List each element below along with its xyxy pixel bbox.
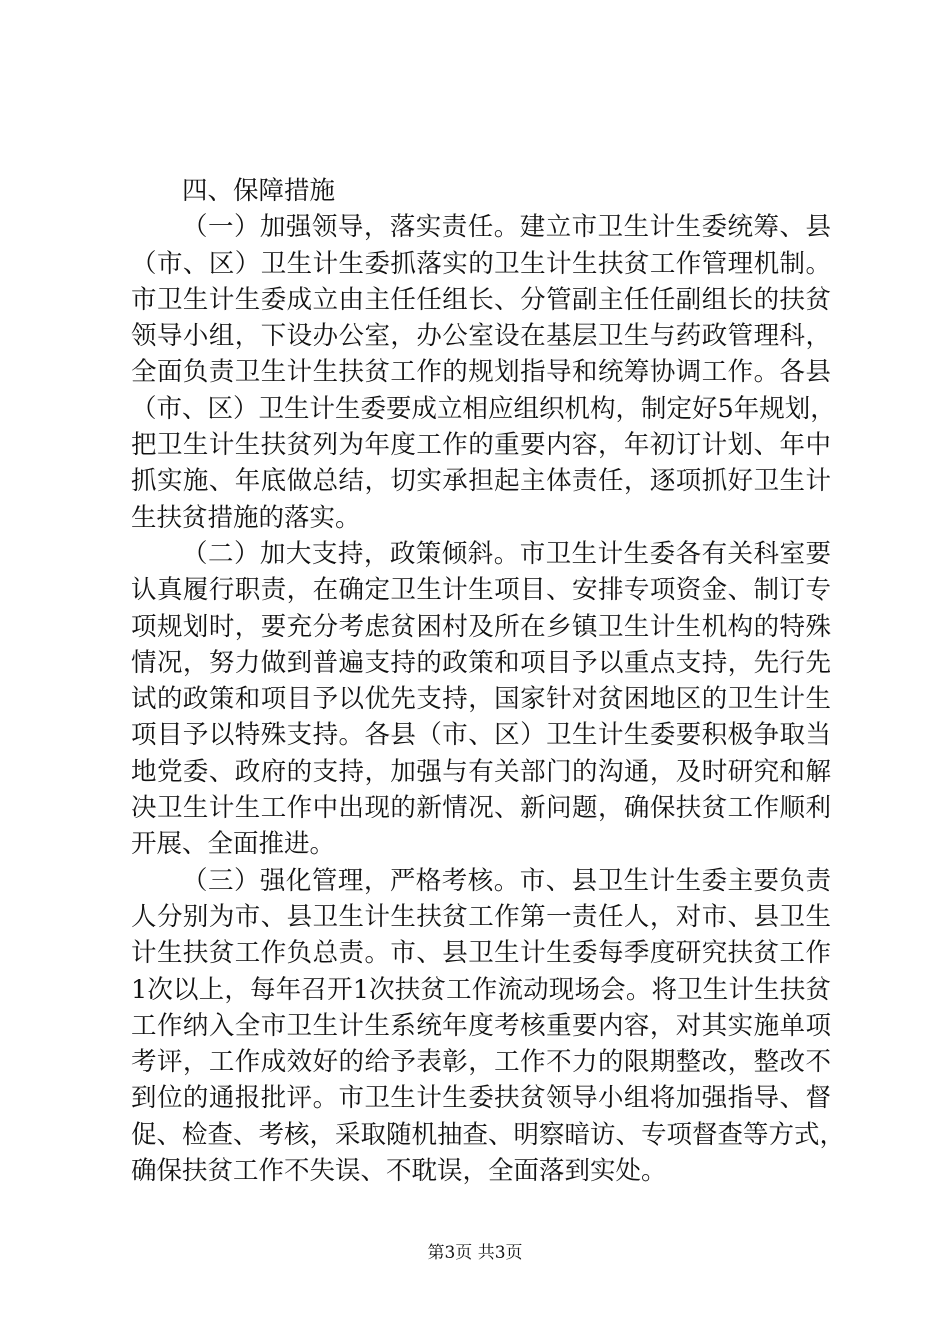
page-footer: 第3页 共3页: [427, 1243, 523, 1263]
text-line: 1次以上，每年召开1次扶贫工作流动现场会。将卫生计生扶贫: [131, 974, 831, 1005]
text-line: 全面负责卫生计生扶贫工作的规划指导和统筹协调工作。各县: [131, 357, 831, 388]
text-line: 到位的通报批评。市卫生计生委扶贫领导小组将加强指导、督: [131, 1083, 831, 1114]
text-line: 确保扶贫工作不失误、不耽误，全面落到实处。: [131, 1156, 667, 1187]
text-line: 认真履行职责，在确定卫生计生项目、安排专项资金、制订专: [131, 575, 831, 606]
text-line: （二）加大支持，政策倾斜。市卫生计生委各有关科室要: [182, 538, 831, 569]
text-line: 把卫生计生扶贫列为年度工作的重要内容，年初订计划、年中: [131, 430, 831, 461]
text-line: 工作纳入全市卫生计生系统年度考核重要内容，对其实施单项: [131, 1010, 831, 1041]
text-line: 试的政策和项目予以优先支持，国家针对贫困地区的卫生计生: [131, 684, 831, 715]
text-line: 市卫生计生委成立由主任任组长、分管副主任任副组长的扶贫: [131, 284, 831, 315]
section-heading: 四、保障措施: [182, 176, 336, 206]
paragraph-lines: [131, 209, 846, 1189]
text-line: （三）强化管理，严格考核。市、县卫生计生委主要负责: [182, 865, 831, 896]
text-line: （市、区）卫生计生委抓落实的卫生计生扶贫工作管理机制。: [131, 248, 831, 279]
text-line: 项规划时，要充分考虑贫困村及所在乡镇卫生计生机构的特殊: [131, 611, 831, 642]
text-line: 开展、全面推进。: [131, 829, 336, 860]
text-line: 促、检查、考核，采取随机抽查、明察暗访、专项督查等方式，: [131, 1119, 846, 1150]
text-line: 生扶贫措施的落实。: [131, 502, 361, 533]
text-line: 情况，努力做到普遍支持的政策和项目予以重点支持，先行先: [131, 647, 831, 678]
text-line: 地党委、政府的支持，加强与有关部门的沟通，及时研究和解: [131, 756, 831, 787]
text-line: 人分别为市、县卫生计生扶贫工作第一责任人，对市、县卫生: [131, 901, 831, 932]
text-line: 决卫生计生工作中出现的新情况、新问题，确保扶贫工作顺利: [131, 793, 831, 824]
text-line: 项目予以特殊支持。各县（市、区）卫生计生委要积极争取当: [131, 720, 831, 751]
text-line: 考评，工作成效好的给予表彰，工作不力的限期整改，整改不: [131, 1047, 831, 1078]
document-body: [131, 173, 846, 1189]
text-line: 抓实施、年底做总结，切实承担起主体责任，逐项抓好卫生计: [131, 466, 831, 497]
text-line: （市、区）卫生计生委要成立相应组织机构，制定好5年规划，: [131, 393, 836, 424]
text-line: 计生扶贫工作负总责。市、县卫生计生委每季度研究扶贫工作: [131, 938, 831, 969]
text-line: （一）加强领导，落实责任。建立市卫生计生委统筹、县: [182, 212, 831, 243]
text-line: 领导小组，下设办公室，办公室设在基层卫生与药政管理科，: [131, 321, 831, 352]
